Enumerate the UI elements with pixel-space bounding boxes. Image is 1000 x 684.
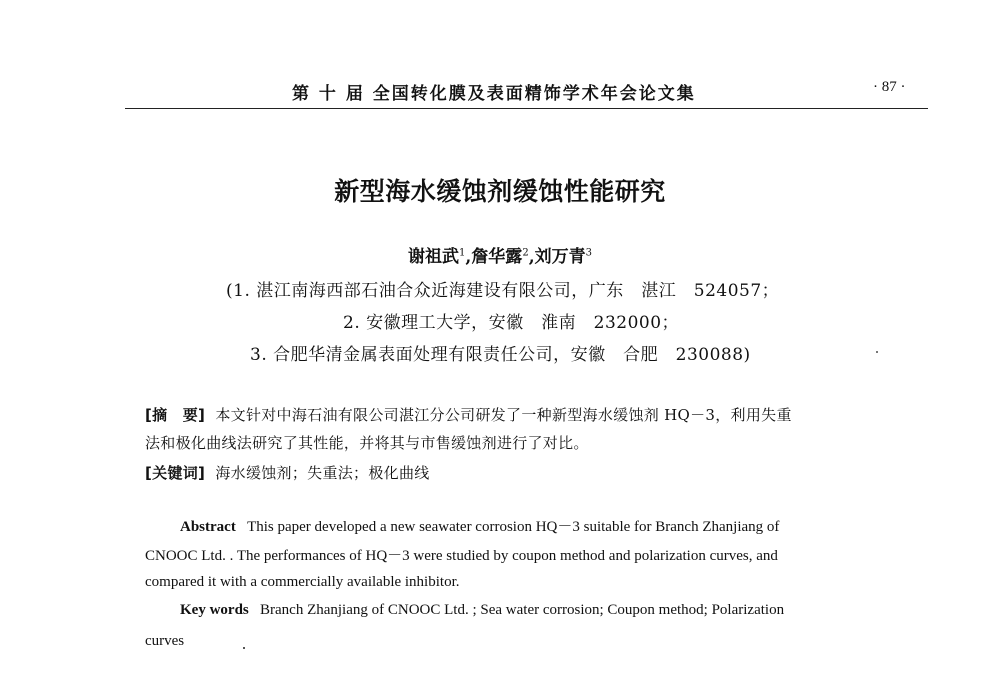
- keywords-en-text: Branch Zhanjiang of CNOOC Ltd. ; Sea water corrosion; Coupon method; Polarization: [260, 602, 785, 618]
- author-name: 詹华露: [471, 247, 523, 267]
- scan-speck: [876, 351, 878, 353]
- author-separator: ,: [465, 247, 472, 267]
- abstract-en: [180, 515, 779, 536]
- keywords-en-label: Key words: [180, 602, 249, 618]
- abstract-en-label: Abstract: [180, 519, 236, 535]
- keywords-cn-text: 海水缓蚀剂；失重法；极化曲线: [215, 464, 430, 482]
- page-number: · 87 ·: [873, 79, 906, 95]
- abstract-cn: [145, 404, 792, 425]
- abstract-en-continued: CNOOC Ltd. . The performances of HQ－3 were studied by coupon method and polarization curves, and: [145, 548, 778, 564]
- author-name: 谢祖武: [408, 247, 460, 267]
- abstract-en-text: This paper developed a new seawater corrosion HQ－3 suitable for Branch Zhanjiang of: [247, 519, 780, 535]
- affiliation-line: 3. 合肥华清金属表面处理有限责任公司，安徽 合肥 230088): [250, 345, 751, 365]
- affiliation-mark: 2: [522, 247, 529, 259]
- abstract-en-continued: compared it with a commercially available inhibitor.: [145, 574, 460, 590]
- scan-speck: [243, 647, 245, 649]
- keywords-cn: [145, 462, 430, 483]
- keywords-cn-label: [关键词]: [145, 464, 206, 482]
- header-rule: [125, 108, 928, 109]
- affiliation-mark: 1: [459, 247, 466, 259]
- author-line: [0, 242, 1000, 267]
- abstract-cn-label: [摘 要]: [145, 406, 206, 424]
- abstract-cn-continued: 法和极化曲线法研究了其性能，并将其与市售缓蚀剂进行了对比。: [145, 434, 589, 452]
- running-header: 第 十 届 全国转化膜及表面精饰学术年会论文集: [292, 84, 696, 104]
- author-separator: ,: [528, 247, 535, 267]
- author-name: 刘万青: [534, 247, 586, 267]
- keywords-en: [180, 602, 784, 619]
- affiliation-line: (1. 湛江南海西部石油合众近海建设有限公司，广东 湛江 524057；: [226, 281, 780, 301]
- keywords-en-continued: curves: [145, 633, 185, 649]
- paper-title: 新型海水缓蚀剂缓蚀性能研究: [334, 177, 666, 206]
- abstract-cn-text: 本文针对中海石油有限公司湛江分公司研发了一种新型海水缓蚀剂 HQ－3，利用失重: [215, 406, 792, 424]
- affiliation-line: 2. 安徽理工大学，安徽 淮南 232000；: [343, 313, 680, 333]
- affiliation-mark: 3: [585, 247, 592, 259]
